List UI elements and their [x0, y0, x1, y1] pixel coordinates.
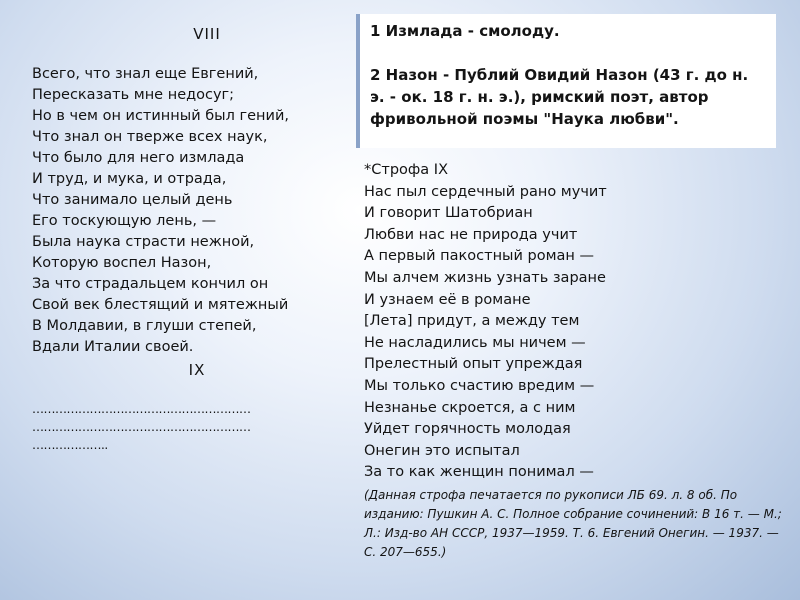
verse-line: Что занимало целый день	[32, 192, 233, 208]
verse-line: Мы алчем жизнь узнать заране	[364, 269, 606, 286]
stanza-viii	[32, 24, 342, 454]
verse-line: Онегин это испытал	[364, 442, 520, 459]
verse-line: Пересказать мне недосуг;	[32, 87, 235, 103]
verse-line: Прелестный опыт упреждая	[364, 356, 583, 373]
verse-line: В Молдавии, в глуши степей,	[32, 318, 257, 334]
verse-line: Была наука страсти нежной,	[32, 234, 255, 250]
verse-line: Не насладились мы ничем —	[364, 334, 586, 351]
verse-line: Свой век блестящий и мятежный	[32, 297, 289, 313]
footnote-2: 2 Назон - Публий Овидий Назон (43 г. до н. э. - ок. 18 г. н. э.), римский поэт, автор фривольной поэмы "Наука любви".	[370, 66, 749, 128]
footnote-1: 1 Измлада - смолоду.	[370, 22, 560, 40]
stanza-heading-ix: IX	[188, 361, 206, 379]
verse-line: Его тоскующую лень, —	[32, 213, 217, 229]
verse-line: И труд, и мука, и отрада,	[32, 171, 227, 187]
source-citation: (Данная строфа печатается по рукописи ЛБ 69. л. 8 об. По изданию: Пушкин А. С. Полное собрание сочинений: В 16 т. — М.; Л.: Изд-во АН СССР, 1937—1959. Т. 6. Евгений Онегин. — 1937. — С. 207—655.)	[364, 487, 782, 559]
dotted-line: …………………………………………………	[32, 402, 251, 416]
verse-line: Мы только счастию вредим —	[364, 377, 595, 394]
verse-line: Вдали Италии своей.	[32, 339, 194, 355]
verse-line: Уйдет горячность молодая	[364, 421, 571, 438]
stanza-heading-viii: VIII	[193, 25, 221, 43]
verse-line: За что страдальцем кончил он	[32, 276, 269, 292]
verse-line: Что знал он тверже всех наук,	[32, 129, 268, 145]
verse-line: Нас пыл сердечный рано мучит	[364, 183, 607, 200]
stanza-viii-lines	[32, 64, 342, 358]
verse-line: [Лета] придут, а между тем	[364, 313, 580, 330]
verse-line: Всего, что знал еще Евгений,	[32, 66, 259, 82]
dotted-line: …………………………………………………	[32, 420, 251, 434]
draft-heading: *Строфа IX	[364, 162, 448, 178]
verse-line: Любви нас не природа учит	[364, 226, 578, 243]
verse-line: А первый пакостный роман —	[364, 248, 595, 265]
verse-line: Незнанье скроется, а с ним	[364, 399, 576, 416]
footnotes-box	[356, 14, 776, 148]
omitted-lines	[32, 400, 342, 454]
verse-line: Что было для него измлада	[32, 150, 245, 166]
verse-line: Которую воспел Назон,	[32, 255, 212, 271]
verse-line: Но в чем он истинный был гений,	[32, 108, 289, 124]
verse-line: И говорит Шатобриан	[364, 205, 533, 222]
stanza-ix-draft	[364, 160, 784, 562]
dotted-line: ………………..	[32, 438, 108, 452]
verse-line: За то как женщин понимал —	[364, 464, 594, 481]
verse-line: И узнаем её в романе	[364, 291, 531, 308]
